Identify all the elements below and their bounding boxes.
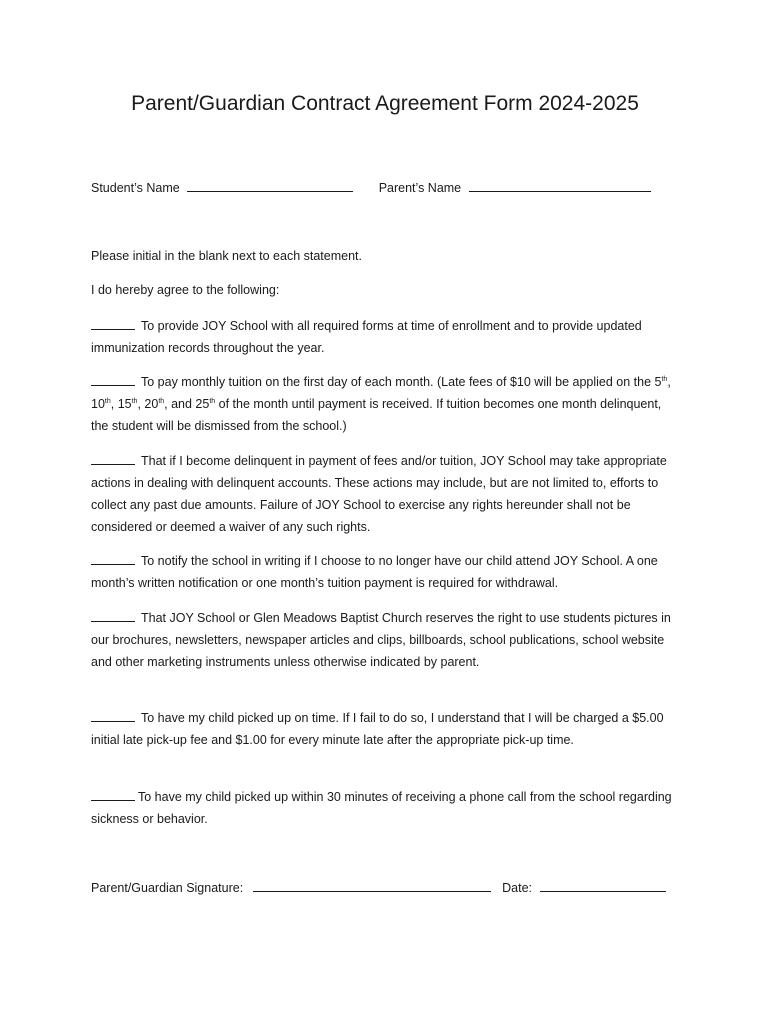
initial-blank-3[interactable] [91, 452, 135, 465]
statement-3 [91, 450, 681, 538]
agree-intro: I do hereby agree to the following: [91, 283, 280, 297]
statement-2-text-e: , and 25 [164, 397, 210, 411]
statement-5-text: That JOY School or Glen Meadows Baptist Church reserves the right to use students pictures in our brochures, newsletters, newspaper articles and clips, billboards, school publications, school website and other marketing instruments unless otherwise indicated by parent. [91, 611, 671, 669]
signature-label: Parent/Guardian Signature: [91, 881, 244, 895]
ordinal-suffix: th [158, 397, 165, 405]
ordinal-suffix: th [209, 397, 216, 405]
initial-blank-5[interactable] [91, 609, 135, 622]
ordinal-suffix: th [131, 397, 138, 405]
initial-blank-6[interactable] [91, 709, 135, 722]
statement-2-text-a: To pay monthly tuition on the first day of each month. (Late fees of $10 will be applied on the 5 [141, 375, 662, 389]
parent-name-blank[interactable] [469, 179, 651, 192]
ordinal-suffix: th [661, 375, 668, 383]
statement-5 [91, 607, 681, 673]
initial-blank-4[interactable] [91, 552, 135, 565]
form-title: Parent/Guardian Contract Agreement Form 2024-2025 [131, 92, 639, 115]
ordinal-suffix: th [104, 397, 111, 405]
statement-3-text: That if I become delinquent in payment of fees and/or tuition, JOY School may take appropriate actions in dealing with delinquent accounts. These actions may include, but are not limited to, efforts to collect any past due amounts. Failure of JOY School to exercise any rights hereunder shall not be considered or deemed a waiver of any such rights. [91, 454, 667, 534]
statement-2-text-f: of the month until payment is received. If tuition becomes one month delinquent, the student will be dismissed from the school.) [91, 397, 662, 433]
statement-1-text: To provide JOY School with all required forms at time of enrollment and to provide updated immunization records throughout the year. [91, 319, 642, 355]
student-name-label: Student’s Name [91, 181, 180, 195]
initial-blank-1[interactable] [91, 317, 135, 330]
statement-2-text-c: , 15 [110, 397, 132, 411]
statement-7-text: To have my child picked up within 30 minutes of receiving a phone call from the school regarding sickness or behavior. [91, 790, 672, 826]
statement-1 [91, 315, 681, 359]
initial-blank-7[interactable] [91, 788, 135, 801]
date-blank[interactable] [540, 879, 666, 892]
name-fields-row [91, 179, 651, 195]
initial-blank-2[interactable] [91, 373, 135, 386]
statement-6 [91, 707, 681, 751]
signature-blank[interactable] [253, 879, 491, 892]
statement-4-text: To notify the school in writing if I choose to no longer have our child attend JOY School. A one month’s written notification or one month’s tuition payment is required for withdrawal. [91, 554, 658, 590]
date-label: Date: [502, 881, 533, 895]
signature-row [91, 879, 666, 895]
statement-2-text-d: , 20 [137, 397, 159, 411]
initial-instruction: Please initial in the blank next to each statement. [91, 249, 362, 263]
statement-7 [91, 786, 681, 830]
statement-2 [91, 371, 681, 437]
statement-2-text-b: , 10 [91, 375, 671, 411]
student-name-blank[interactable] [187, 179, 353, 192]
parent-name-label: Parent’s Name [378, 181, 462, 195]
statement-4 [91, 550, 681, 594]
statement-6-text: To have my child picked up on time. If I fail to do so, I understand that I will be charged a $5.00 initial late pick-up fee and $1.00 for every minute late after the appropriate pick-up time. [91, 711, 664, 747]
